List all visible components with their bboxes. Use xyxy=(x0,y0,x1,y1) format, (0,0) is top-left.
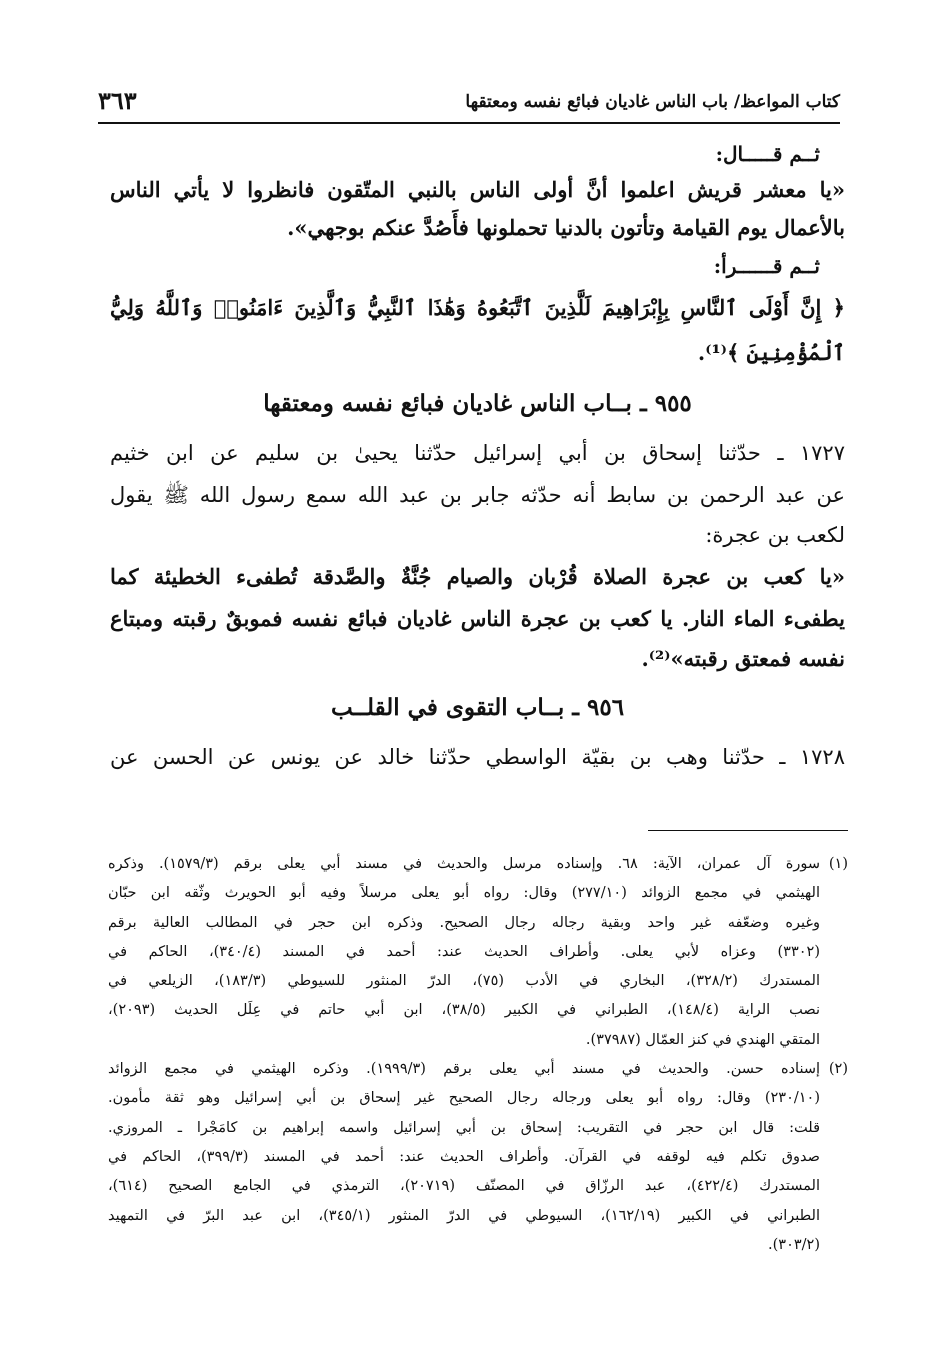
quran-verse: ﴿ إِنَّ أَوْلَى ٱلنَّاسِ بِإِبْرَاهِيمَ لَلَّذِينَ ٱتَّبَعُوهُ وَهَٰذَا ٱلنَّبِيُّ وَٱلَّذِينَ ءَامَنُوا۟ وَٱللَّهُ وَلِيُّ xyxy=(110,295,845,320)
main-text xyxy=(110,140,845,783)
footnote-line: المستدرك (٤٢٢/٤)، عبد الرزّاق في المصنّف (٢٠٧١٩)، الترمذي في الجامع الصحيح (٦١٤)، xyxy=(108,1178,820,1195)
footnote-number: (٢) xyxy=(828,1061,848,1078)
chapter-heading: ٩٥٥ ـ بــاب الناس غاديان فبائع نفسه ومعتقها xyxy=(263,390,692,417)
footnote-number: (١) xyxy=(828,856,848,872)
footnote-line: إسناده حسن. والحديث في مسند أبي يعلى برقم (١٩٩٩/٣). وذكره الهيثمي في مجمع الزوائد xyxy=(108,1061,820,1078)
footnote-line: (٣٠٣/٢). xyxy=(768,1236,820,1253)
running-title: كتاب المواعظ/ باب الناس غاديان فبائع نفسه ومعتقها xyxy=(465,92,840,112)
footnote-line: (٢٣٠/١٠) وقال: رواه أبو يعلى ورجاله رجال الصحيح غير إسحاق بن أبي إسرائيل وهو ثقة مأمون. xyxy=(108,1090,820,1107)
footnote-line: الطبراني في الكبير (١٦٢/١٩)، السيوطي في الدرّ المنثور (٣٤٥/١)، ابن عبد البرّ في التمهيد xyxy=(108,1207,820,1224)
footnote-line: صدوق تكلم فيه لوقفه في القرآن. وأطراف الحديث عند: أحمد في المسند (٣٩٩/٣)، الحاكم في xyxy=(108,1148,820,1165)
quran-verse: ٱلْمُؤْمِنِينَ ﴾⁽¹⁾. xyxy=(697,340,845,365)
page-header xyxy=(98,82,840,124)
footnotes xyxy=(108,850,848,1260)
hadith-text: «يا كعب بن عجرة الصلاة قُرْبان والصيام جُنَّةٌ والصَّدقة تُطفىء الخطيئة كما xyxy=(110,564,845,589)
footnote-line: (٣٣٠٢) وعزاه لأبي يعلى. وأطراف الحديث عند: أحمد في المسند (٣٤٠/٤)، الحاكم في xyxy=(108,943,820,960)
hadith-text: بالأعمال يوم القيامة وتأتون بالدنيا تحملونها فأَصُدَّ عنكم بوجهي». xyxy=(287,215,845,240)
page-number: ٣٦٣ xyxy=(98,86,137,115)
footnote-line: وغيره وضعّفه غير واحد وبقية رجاله رجال الصحيح. وذكره ابن حجر في المطالب العالية برقم xyxy=(108,914,820,931)
footnote-separator xyxy=(648,830,848,831)
footnote xyxy=(108,1055,848,1260)
hadith-chain: عن عبد الرحمن بن سابط أنه حدّثه جابر بن عبد الله سمع رسول الله ﷺ يقول xyxy=(110,483,845,507)
text-line xyxy=(110,252,845,294)
footnote-line: المتقي الهندي في كنز العمّال (٣٧٩٨٧). xyxy=(585,1031,820,1048)
hadith-text: نفسه فمعتق رقبته»⁽²⁾. xyxy=(641,646,845,671)
footnote-line: قلت: قال ابن حجر في التقريب: إسحاق بن أبي إسرائيل واسمه إبراهيم بن كامَجْرا ـ المروزي. xyxy=(108,1119,820,1136)
hadith-chain: ١٧٢٧ ـ حدّثنا إسحاق بن أبي إسرائيل حدّثنا يحيىٰ بن سليم عن ابن خثيم xyxy=(110,441,845,465)
footnote-body xyxy=(108,1055,848,1260)
footnote-line: نصب الراية (١٤٨/٤)، الطبراني في الكبير (٣٨/٥)، ابن أبي حاتم في عِلَل الحديث (٢٠٩٣)، xyxy=(108,1002,821,1019)
hadith-chain: ١٧٢٨ ـ حدّثنا وهب بن بقيّة الواسطي حدّثنا خالد عن يونس عن الحسن عن xyxy=(110,745,845,769)
chapter-heading: ٩٥٦ ـ بــاب التقوى في القلــب xyxy=(330,694,625,721)
footnote-body xyxy=(108,850,848,1055)
hadith-text: يطفىء الماء النار. يا كعب بن عجرة الناس غاديان فبائع نفسه فموبقٌ رقبته ومبتاع xyxy=(110,606,845,631)
narration-text: ثــم قـــــال: xyxy=(715,142,820,166)
footnote-line: المستدرك (٣٢٨/٢)، البخاري في الأدب (٧٥)، الدرّ المنثور للسيوطي (١٨٣/٣)، الزيلعي في xyxy=(108,973,820,990)
hadith-chain: لكعب بن عجرة: xyxy=(705,523,845,547)
footnote-line: الهيثمي في مجمع الزوائد (٢٧٧/١٠) وقال: رواه أبو يعلى مرسلاً وفيه أبو الحويرث وثّقه ابن حبّان xyxy=(108,885,821,902)
footnote xyxy=(108,850,848,1055)
hadith-text: «يا معشر قريش اعلموا أنَّ أولى الناس بالنبي المتّقون فانظروا لا يأتي الناس xyxy=(110,177,845,202)
footnote-line: سورة آل عمران، الآية: ٦٨. وإسناده مرسل والحديث في مسند أبي يعلى برقم (١٥٧٩/٣). وذكره xyxy=(108,856,820,872)
narration-text: ثــم قــــــرأ: xyxy=(713,254,820,278)
text-line xyxy=(110,140,845,176)
